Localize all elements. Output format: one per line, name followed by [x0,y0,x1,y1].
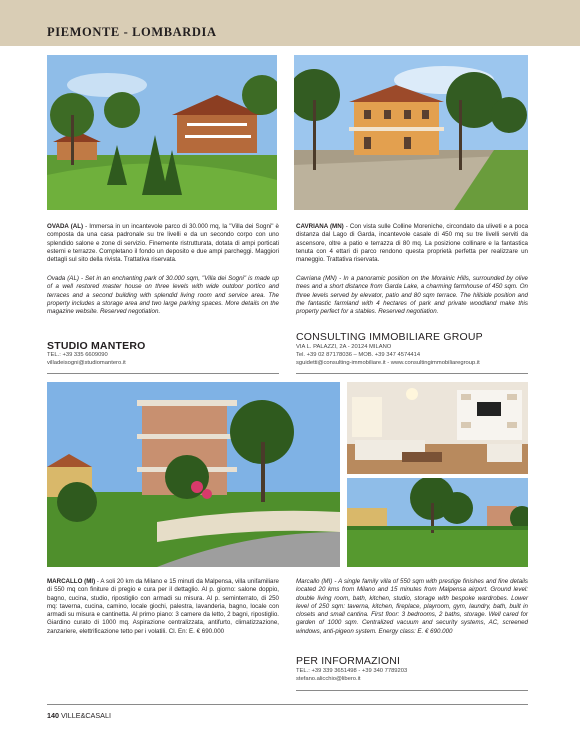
studio-mantero-name: STUDIO MANTERO [47,340,146,352]
divider [47,373,279,374]
per-informazioni-tel: TEL.: +39 339 3651498 - +39 340 7789203 [296,668,408,674]
per-informazioni-title: PER INFORMAZIONI [296,655,401,667]
cavriana-place-label: CAVRIANA (MN) [296,223,344,230]
consulting-immobiliare-address: VIA L. PALAZZI, 2A - 20124 MILANO [296,344,392,350]
cavriana-description-it: CAVRIANA (MN) - Con vista sulle Colline Moreniche, circondato da uliveti e a poca distanza dal Lago di Garda, incantevole casale di 450 mq su tre livelli serviti da ascensore, oltre a patio e terrazza di 80 mq. La posizione collinare e la fantastica tenuta con 4 ettari di parco rendono questa proprietà perfetta per realizzare un maneggio. Trattativa riservata. [296,223,529,264]
marcallo-description-en: Marcallo (MI) - A single family villa of 550 sqm with prestige finishes and fine details located 20 kms from Milano and 15 minutes from Malpensa airport. Ground level: double living room, bath, kitchen, studio, storage with bespoke wardrobes. Lower level of 250 sqm: taverna, kitchen, fireplace, playroom, gym, laundry, bath, built in closets and small cantina. First floor: 3 bedrooms, 2 baths, storage. Well cared for garden of 1000 sqm. Centralized vacuum and security systems, AC, screened windows, anti-pigeon system. Energy class: E. € 690.000 [296,578,528,635]
marcallo-living-room-photo [347,382,528,474]
marcallo-garden-photo [347,478,528,567]
footer-divider [47,704,528,705]
consulting-immobiliare-email[interactable]: sguidetti@consulting-immobiliare.it - www.consultingimmobiliaregroup.it [296,360,480,366]
marcallo-description-it: MARCALLO (MI) - A soli 20 km da Milano e 15 minuti da Malpensa, villa unifamiliare di 550 mq con finiture di pregio e cura per il dettaglio. Al p. giorno: salone doppio, bagno, cucina, studio, ripostiglio con armadi su misura. Al p. seminterrato, di 250 mq: taverna, cucina, camino, locale giochi, palestra, lavanderia, bagno, locale con armadi su misura e cantinetta. Al primo piano: 3 camere da letto, 2 bagni, ripostiglio. Giardino curato di 1000 mq. Aspirazione centralizzata, antifurto, climatizzazione, zanzariere, elettrificazione tetto per i volatili. Cl. En: E. € 690.000 [47,578,279,635]
page-footer [47,711,111,720]
consulting-immobiliare-tel: Tel. +39 02 87178036 – MOB. +39 347 4574414 [296,352,421,358]
consulting-immobiliare-name: CONSULTING IMMOBILIARE GROUP [296,331,483,343]
section-header [0,0,580,46]
per-informazioni-email[interactable]: stefano.alicchio@libero.it [296,676,361,682]
ovada-description-it: OVADA (AL) - Immersa in un incantevole parco di 30.000 mq, la "Villa dei Sogni" è composta da una casa padronale su tre livelli e da un secondo corpo con uno splendido salone e zone di servizio. Finemente ristrutturata, dotata di ampi porticati esterni e terrazze. Completano il fondo un deposito e due ampi parcheggi. Maggiori dettagli sul sito della rivista. Trattativa riservata. [47,223,279,264]
ovada-place-label: OVADA (AL) [47,223,84,230]
marcallo-place-label: MARCALLO (MI) [47,578,96,585]
cavriana-description-en: Cavriana (MN) - In a panoramic position on the Morainic Hills, surrounded by olive trees and a short distance from Garda Lake, a charming farmhouse of 450 sqm. On three levels served by elevator, patio and 80 sqm terrace. The hillside position and the fantastic farmland with 4 hectares of park and private woodland make this property perfect for a stables. Reserved negotiation. [296,275,528,316]
ovada-description-en: Ovada (AL) - Set in an enchanting park of 30.000 sqm, "Villa dei Sogni" is made up of a well restored master house on three levels with wide outdoor portico and terraces and a second building with splendid living room and service area. The property includes a storage area and two large parking spaces. More details on the magazine website. Reserved negotiation. [47,275,279,316]
divider [296,690,528,691]
section-title: PIEMONTE - LOMBARDIA [47,25,217,39]
cavriana-farmhouse-photo [294,55,528,210]
marcallo-villa-exterior-photo [47,382,340,567]
studio-mantero-email[interactable]: villadeisogni@studiomantero.it [47,360,126,366]
divider [296,373,528,374]
magazine-name: VILLE&CASALI [59,711,111,720]
studio-mantero-tel: TEL.: +39 335 6609090 [47,352,108,358]
ovada-villa-photo [47,55,277,210]
page-number: 140 [47,711,59,720]
